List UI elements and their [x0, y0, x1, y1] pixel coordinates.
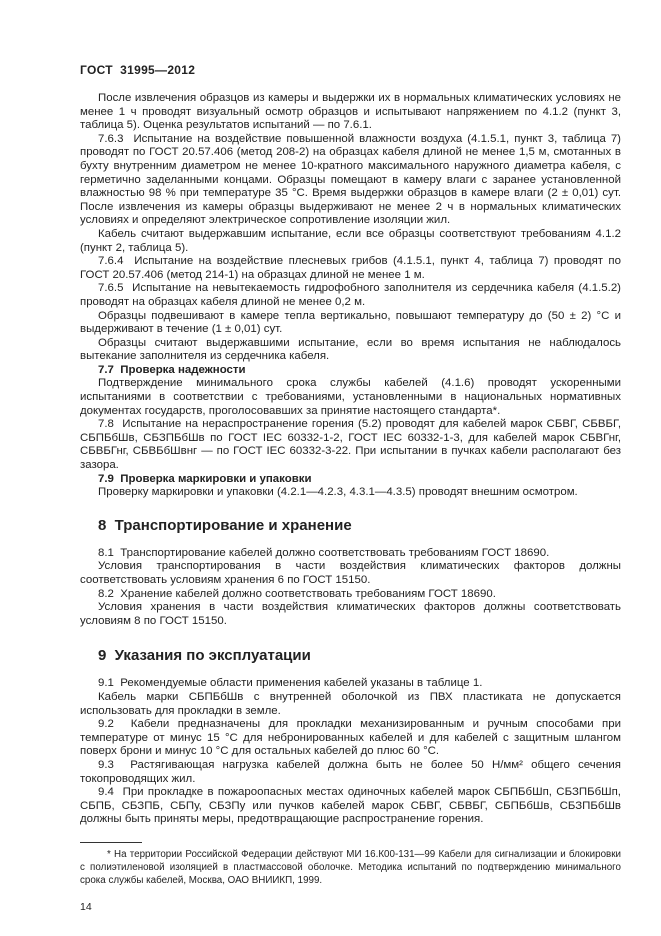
subheading-7-7: 7.7 Проверка надежности [98, 363, 246, 376]
clause-7-6-5-method: Образцы подвешивают в камере тепла вертикально, повышают температуру до (50 ± 2) °С и выдерживают в течение (1 ± 0,01) сут. [80, 309, 625, 336]
doc-header-gost-number: ГОСТ 31995—2012 [80, 63, 196, 77]
clause-7-8: 7.8 Испытание на нераспространение горения (5.2) проводят для кабелей марок СБВГ, СБВБГ, СБПБбШв, СБЗПБбШв по ГОСТ IEC 60332-1-2, ГОСТ IEC 60332-1-3, для кабелей марок СБВГнг, СБВБГнг, СБВБбШвнг — по ГОСТ IEC 60332-3-22. При испытании в пучках кабели располагают без зазора. [80, 418, 625, 472]
clause-7-6-3-result: Кабель считают выдержавшим испытание, если все образцы соответствуют требованиям 4.1.2 (пункт 2, таблица 5). [80, 227, 625, 254]
paragraph-continuation: После извлечения образцов из камеры и выдержки их в нормальных климатических условиях не менее 1 ч проводят визуальный осмотр образцов и испытывают напряжением по 4.1.2 (пункт 3, таблица 5). Оценка результатов испытаний — по 7.6.1. [80, 92, 625, 132]
clause-9-1: 9.1 Рекомендуемые области применения кабелей указаны в таблице 1. [98, 677, 483, 690]
clause-8-2-conditions: Условия хранения в части воздействия климатических факторов должны соответствовать условиям 8 по ГОСТ 15150. [80, 601, 625, 627]
clause-8-1: 8.1 Транспортирование кабелей должно соответствовать требованиям ГОСТ 18690. [98, 546, 550, 559]
footnote-rule [80, 842, 142, 843]
page-number: 14 [80, 900, 92, 913]
clause-9-1-note: Кабель марки СБПБбШв с внутренней оболочкой из ПВХ пластиката не допускается использовать для прокладки в земле. [80, 690, 625, 717]
clause-7-7-text: Подтверждение минимального срока службы кабелей (4.1.6) проводят ускоренными испытаниями в соответствии с требованиями, установленными в национальных нормативных документах государств, проголосовавших за принятие настоящего стандарта*. [80, 377, 625, 417]
clause-8-2: 8.2 Хранение кабелей должно соответствовать требованиям ГОСТ 18690. [98, 587, 496, 600]
clause-7-6-4: 7.6.4 Испытание на воздействие плесневых грибов (4.1.5.1, пункт 4, таблица 7) проводят по ГОСТ 20.57.406 (метод 214-1) на образцах длиной не менее 1 м. [80, 255, 625, 281]
clause-7-6-5-result: Образцы считают выдержавшими испытание, если во время испытания не наблюдалось вытекание заполнителя из сердечника кабеля. [80, 336, 625, 363]
subheading-7-9: 7.9 Проверка маркировки и упаковки [98, 472, 312, 485]
footnote-text: * На территории Российской Федерации действуют МИ 16.К00-131—99 Кабели для сигнализации и блокировки с полиэтиленовой изоляцией в пластмассовой оболочке. Методика испытаний по подтверждению минимального срока службы кабелей, Москва, ОАО ВНИИКП, 1999. [80, 848, 624, 886]
text-column [80, 63, 625, 913]
clause-7-6-5: 7.6.5 Испытание на невытекаемость гидрофобного заполнителя из сердечника кабеля (4.1.5.2) проводят на образцах кабеля длиной не менее 0,2 м. [80, 282, 625, 308]
clause-7-6-3: 7.6.3 Испытание на воздействие повышенной влажности воздуха (4.1.5.1, пункт 3, таблица 7) проводят по ГОСТ 20.57.406 (метод 208-2) на образцах кабеля длиной не менее 1,5 м, смотанных в бухту внутренним диаметром не менее 10-кратного максимального наружного диаметра кабеля, с герметично заделанными концами. Образцы помещают в камеру влаги с заранее установленной влажностью 98 % при температуре 35 °С. Время выдержки образцов в камере влаги (2 ± 0,01) сут. После извлечения из камеры образцы выдерживают не менее 2 ч в нормальных климатических условиях и определяют электрическое сопротивление изоляции жил. [80, 132, 625, 227]
section-heading-8: 8 Транспортирование и хранение [98, 516, 352, 534]
clause-8-1-conditions: Условия транспортирования в части воздействия климатических факторов должны соответствовать условиям хранения 6 по ГОСТ 15150. [80, 560, 625, 586]
clause-9-2: 9.2 Кабели предназначены для прокладки механизированным и ручным способами при температуре от минус 15 °С для небронированных кабелей и для кабелей с защитным шлангом поверх брони и минус 10 °С для остальных кабелей до плюс 60 °С. [80, 718, 625, 758]
clause-7-9-text: Проверку маркировки и упаковки (4.2.1—4.2.3, 4.3.1—4.3.5) проводят внешним осмотром. [98, 486, 578, 499]
section-heading-9: 9 Указания по эксплуатации [98, 647, 311, 665]
clause-9-3: 9.3 Растягивающая нагрузка кабелей должна быть не более 50 Н/мм² общего сечения токопроводящих жил. [80, 758, 625, 785]
clause-9-4: 9.4 При прокладке в пожароопасных местах одиночных кабелей марок СБПБбШп, СБЗПБбШп, СБПБ, СБЗПБ, СБПу, СБЗПу или пучков кабелей марок СБВГ, СБВБГ, СБПБбШв, СБЗПБбШв должны быть приняты меры, предотвращающие распространение горения. [80, 786, 625, 826]
